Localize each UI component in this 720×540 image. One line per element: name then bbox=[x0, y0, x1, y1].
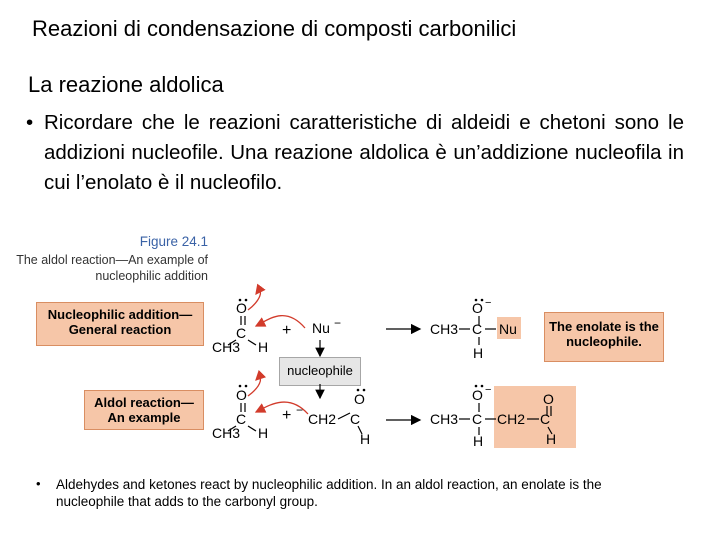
chem-c: C bbox=[472, 411, 483, 427]
chem-ch3: CH3 bbox=[212, 339, 241, 355]
chem-c: C bbox=[540, 411, 551, 427]
bullet-symbol: • bbox=[26, 111, 34, 134]
chem-ch3: CH3 bbox=[212, 425, 241, 441]
chem-ch2: CH2 bbox=[308, 411, 337, 427]
chem-h: H bbox=[258, 339, 269, 355]
chem-h: H bbox=[546, 431, 557, 447]
chem-ch3: CH3 bbox=[430, 411, 459, 427]
nucleophile-label-box: nucleophile bbox=[279, 357, 361, 386]
slide-subtitle: La reazione aldolica bbox=[28, 72, 224, 97]
chem-h: H bbox=[473, 345, 484, 361]
chem-o: O bbox=[472, 387, 483, 403]
footer-text: Aldehydes and ketones react by nucleophilic addition. In an aldol reaction, an enolate is the nucleophile that adds to the carbonyl group. bbox=[56, 477, 602, 509]
chem-o: O bbox=[354, 391, 365, 407]
aldol-example-box: Aldol reaction— An example bbox=[84, 390, 204, 430]
chem-c: C bbox=[236, 325, 247, 341]
chem-o: O bbox=[543, 391, 554, 407]
footer-bullet: • bbox=[36, 476, 41, 491]
chem-c: C bbox=[236, 411, 247, 427]
chem-c: C bbox=[472, 321, 483, 337]
chem-h: H bbox=[258, 425, 269, 441]
figure-label: Figure 24.1 bbox=[139, 234, 208, 249]
chem-nu: Nu bbox=[312, 320, 330, 336]
chem-o: O bbox=[472, 300, 483, 316]
lone-pair-dots bbox=[239, 299, 553, 392]
enolate-nucleophile-box: The enolate is the nucleophile. bbox=[544, 312, 664, 362]
chem-plus: + bbox=[282, 407, 292, 424]
chem-minus: − bbox=[485, 384, 492, 396]
figure-caption: The aldol reaction—An example of nucleophilic addition bbox=[16, 253, 208, 283]
bullet-text: Ricordare che le reazioni caratteristiche di aldeidi e chetoni sono le addizioni nucleofile. Una reazione aldolica è un’addizione nucleofila in cui l’enolato è il nucleofilo. bbox=[44, 111, 684, 194]
chem-ch3: CH3 bbox=[430, 321, 459, 337]
slide-title: Reazioni di condensazione di composti carbonilici bbox=[32, 16, 517, 41]
chem-o: O bbox=[236, 387, 247, 403]
chem-ch2: CH2 bbox=[497, 411, 526, 427]
chem-h: H bbox=[473, 433, 484, 449]
chem-plus: + bbox=[282, 322, 292, 339]
chem-nu: Nu bbox=[499, 321, 517, 337]
chem-o: O bbox=[236, 300, 247, 316]
general-reaction-box: Nucleophilic addition— General reaction bbox=[36, 302, 204, 346]
chem-minus: − bbox=[334, 316, 342, 330]
chem-h: H bbox=[360, 431, 371, 447]
chem-c: C bbox=[350, 411, 361, 427]
chem-minus: − bbox=[296, 403, 304, 417]
chem-minus: − bbox=[485, 297, 492, 309]
